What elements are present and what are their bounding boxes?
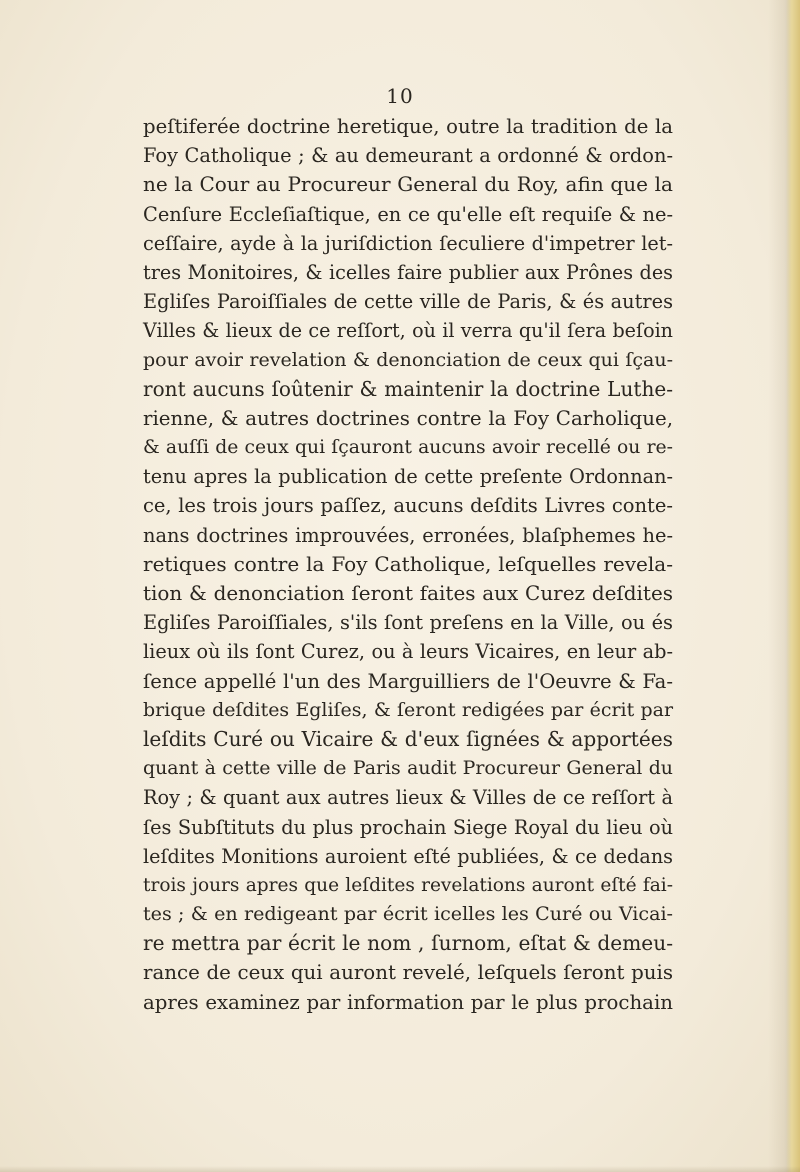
- text-line: apres examinez par information par le plus prochain: [143, 990, 673, 1014]
- text-line: Foy Catholique ; & au demeurant a ordonné & ordon-: [143, 144, 673, 168]
- text-line: leſdites Monitions auroient eſté publiées, & ce dedans: [143, 844, 673, 868]
- text-line: pour avoir revelation & denonciation de ceux qui ſçau-: [143, 348, 673, 371]
- text-line: Egliſes Paroiſſiales de cette ville de Paris, & és autres: [143, 290, 673, 314]
- text-line: ce, les trois jours paſſez, aucuns deſdits Livres conte-: [143, 494, 673, 518]
- text-line: quant à cette ville de Paris audit Procureur General du: [143, 757, 673, 780]
- text-line: tres Monitoires, & icelles faire publier aux Prônes des: [143, 260, 673, 284]
- text-line: ront aucuns ſoûtenir & maintenir la doctrine Luthe-: [143, 376, 673, 401]
- text-line: tion & denonciation ſeront faites aux Curez deſdites: [143, 581, 673, 605]
- text-line: peſtiferée doctrine heretique, outre la tradition de la: [143, 115, 673, 138]
- page-edge-right: [786, 0, 800, 1172]
- text-line: ne la Cour au Procureur General du Roy, afin que la: [143, 172, 673, 197]
- text-line: lieux où ils ſont Curez, ou à leurs Vicaires, en leur ab-: [143, 640, 673, 664]
- text-line: Villes & lieux de ce reſſort, où il verra qu'il ſera beſoin: [143, 319, 673, 343]
- text-line: Cenſure Eccleſiaſtique, en ce qu'elle eſt requiſe & ne-: [143, 202, 673, 226]
- text-line: ſence appellé l'un des Marguilliers de l'Oeuvre & Fa-: [143, 669, 673, 693]
- text-line: nans doctrines improuvées, erronées, blaſphemes he-: [143, 523, 673, 547]
- text-line: leſdits Curé ou Vicaire & d'eux ſignées & apportées: [143, 726, 673, 751]
- text-line: retiques contre la Foy Catholique, leſquelles revela-: [143, 551, 673, 576]
- text-line: & auſſi de ceux qui ſçauront aucuns avoir recellé ou re-: [143, 437, 673, 459]
- text-line: Egliſes Paroiſſiales, s'ils ſont preſens en la Ville, ou és: [143, 611, 673, 635]
- text-line: trois jours apres que leſdites revelations auront eſté fai-: [143, 874, 673, 896]
- page-number: 10: [386, 84, 414, 108]
- text-line: rance de ceux qui auront revelé, leſquels ſeront puis: [143, 961, 673, 985]
- body-text: [143, 112, 673, 1017]
- text-line: re mettra par écrit le nom , ſurnom, eſtat & demeu-: [143, 931, 673, 956]
- text-line: tes ; & en redigeant par écrit icelles les Curé ou Vicai-: [143, 903, 673, 926]
- text-line: ſes Subſtituts du plus prochain Siege Royal du lieu où: [143, 815, 673, 839]
- text-line: ceſſaire, ayde à la juriſdiction ſeculiere d'impetrer let-: [143, 231, 673, 255]
- text-line: Roy ; & quant aux autres lieux & Villes de ce reſſort à: [143, 786, 673, 810]
- text-line: brique deſdites Egliſes, & ſeront redigées par écrit par: [143, 698, 673, 721]
- text-line: tenu apres la publication de cette preſente Ordonnan-: [143, 465, 673, 489]
- text-line: rienne, & autres doctrines contre la Foy Carholique,: [143, 406, 673, 430]
- page-edge-bottom: [0, 1166, 800, 1172]
